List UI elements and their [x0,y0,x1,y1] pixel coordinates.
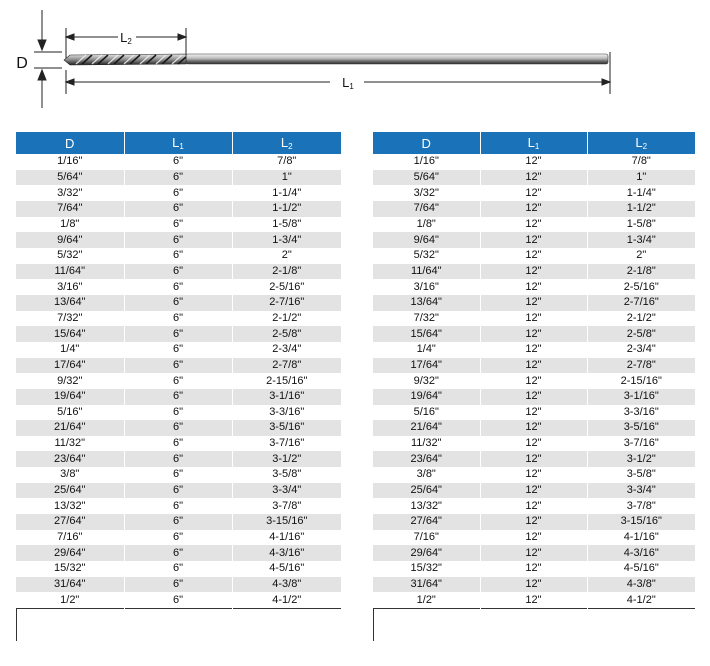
cell-overall-length: 6" [124,185,232,201]
cell-diameter: 7/32" [373,311,480,327]
cell-diameter: 15/64" [16,326,124,342]
cell-flute-length: 3-7/8" [232,498,341,514]
cell-diameter: 7/32" [16,311,124,327]
table-row [16,545,341,561]
cell-diameter: 1/2" [16,592,124,608]
cell-overall-length: 12" [480,545,587,561]
cell-diameter: 11/32" [373,436,480,452]
cell-diameter: 1/16" [16,154,124,170]
table-row [16,248,341,264]
table-row [373,561,695,577]
table-row [16,170,341,186]
table-row [373,577,695,593]
table-row [16,232,341,248]
cell-flute-length: 2-15/16" [587,373,695,389]
cell-diameter: 25/64" [373,483,480,499]
table-row [373,389,695,405]
cell-diameter: 19/64" [373,389,480,405]
cell-diameter: 13/32" [373,498,480,514]
cell-diameter: 13/32" [16,498,124,514]
table-row [16,451,341,467]
cell-flute-length: 4-5/16" [232,561,341,577]
table-header [373,132,695,154]
cell-overall-length: 12" [480,185,587,201]
table-row [16,467,341,483]
table-row [373,201,695,217]
cell-flute-length: 1-3/4" [587,232,695,248]
cell-diameter: 19/64" [16,389,124,405]
cell-flute-length: 2-1/8" [232,264,341,280]
cell-diameter: 15/32" [373,561,480,577]
cell-flute-length: 2-5/8" [232,326,341,342]
cell-overall-length: 12" [480,467,587,483]
cell-overall-length: 12" [480,530,587,546]
cell-flute-length: 7/8" [587,154,695,170]
cell-flute-length: 3-3/4" [587,483,695,499]
cell-flute-length: 3-7/16" [587,436,695,452]
table-row [373,483,695,499]
cell-overall-length: 12" [480,342,587,358]
cell-diameter: 27/64" [373,514,480,530]
cell-overall-length: 6" [124,498,232,514]
table-row [16,154,341,170]
table-row [373,154,695,170]
cell-diameter: 31/64" [16,577,124,593]
cell-flute-length: 4-3/16" [232,545,341,561]
cell-overall-length: 6" [124,577,232,593]
cell-overall-length: 12" [480,170,587,186]
cell-diameter: 15/64" [373,326,480,342]
size-table-12in [373,132,695,609]
cell-flute-length: 4-3/16" [587,545,695,561]
cell-flute-length: 4-3/8" [232,577,341,593]
table-row [373,232,695,248]
cell-diameter: 23/64" [16,451,124,467]
cell-diameter: 5/32" [16,248,124,264]
cell-flute-length: 4-5/16" [587,561,695,577]
cell-diameter: 17/64" [373,358,480,374]
cell-flute-length: 2-5/16" [587,279,695,295]
cell-diameter: 5/16" [16,405,124,421]
cell-flute-length: 1-1/2" [232,201,341,217]
cell-flute-length: 4-1/2" [587,592,695,608]
table-row [373,545,695,561]
cell-overall-length: 12" [480,217,587,233]
table-row [373,436,695,452]
cell-flute-length: 1-1/2" [587,201,695,217]
cell-flute-length: 1-3/4" [232,232,341,248]
cell-flute-length: 2" [232,248,341,264]
cell-overall-length: 12" [480,373,587,389]
cell-flute-length: 3-1/2" [232,451,341,467]
flute-length-label: L2 [120,30,132,46]
cell-diameter: 9/64" [16,232,124,248]
cell-flute-length: 1-5/8" [232,217,341,233]
cell-overall-length: 6" [124,232,232,248]
cell-diameter: 3/32" [373,185,480,201]
cell-diameter: 3/32" [16,185,124,201]
table-row [373,358,695,374]
column-header-l1: $L_1$ [480,132,587,154]
cell-overall-length: 12" [480,561,587,577]
table-row [16,342,341,358]
table-row [373,170,695,186]
cell-diameter: 7/64" [373,201,480,217]
cell-diameter: 1/4" [373,342,480,358]
table-row [373,279,695,295]
cell-flute-length: 3-15/16" [232,514,341,530]
table-row [373,498,695,514]
cell-overall-length: 6" [124,592,232,608]
cell-diameter: 7/64" [16,201,124,217]
table-row [16,577,341,593]
cell-flute-length: 3-1/2" [587,451,695,467]
cell-flute-length: 1-1/4" [232,185,341,201]
cell-diameter: 1/4" [16,342,124,358]
cell-flute-length: 7/8" [232,154,341,170]
table-row [16,217,341,233]
cell-overall-length: 12" [480,248,587,264]
cell-diameter: 11/32" [16,436,124,452]
cell-flute-length: 2-15/16" [232,373,341,389]
cell-diameter: 17/64" [16,358,124,374]
table-row [16,201,341,217]
cell-overall-length: 6" [124,248,232,264]
table-row [16,389,341,405]
cell-overall-length: 6" [124,389,232,405]
cell-overall-length: 6" [124,451,232,467]
cell-flute-length: 2-7/8" [232,358,341,374]
cell-overall-length: 6" [124,201,232,217]
column-header-d: D [16,132,124,154]
diameter-dimension [34,10,62,108]
cell-flute-length: 2-1/2" [587,311,695,327]
cell-overall-length: 6" [124,545,232,561]
cell-flute-length: 1-5/8" [587,217,695,233]
cell-overall-length: 12" [480,154,587,170]
table-row [16,514,341,530]
cell-flute-length: 4-1/2" [232,592,341,608]
size-table-6in [16,132,341,609]
column-header-d: D [373,132,480,154]
cell-overall-length: 12" [480,483,587,499]
cell-overall-length: 6" [124,530,232,546]
cell-overall-length: 6" [124,467,232,483]
overall-length-label: L1 [342,75,354,91]
cell-flute-length: 2-5/8" [587,326,695,342]
table-row [373,326,695,342]
cell-diameter: 9/32" [373,373,480,389]
table-row [16,436,341,452]
drill-bit-image [64,54,608,65]
cell-diameter: 5/16" [373,405,480,421]
cell-overall-length: 12" [480,232,587,248]
cell-overall-length: 12" [480,389,587,405]
table-row [16,561,341,577]
cell-overall-length: 6" [124,483,232,499]
table-header [16,132,341,154]
cell-flute-length: 2-3/4" [232,342,341,358]
table-row [373,185,695,201]
cell-diameter: 3/8" [16,467,124,483]
table-row [373,405,695,421]
cell-flute-length: 2-7/16" [587,295,695,311]
table-row [373,217,695,233]
cell-flute-length: 3-3/16" [587,405,695,421]
cell-diameter: 31/64" [373,577,480,593]
cell-overall-length: 12" [480,420,587,436]
cell-diameter: 27/64" [16,514,124,530]
cell-flute-length: 3-5/16" [232,420,341,436]
table-row [373,514,695,530]
cell-overall-length: 12" [480,592,587,608]
cell-overall-length: 12" [480,326,587,342]
cell-flute-length: 1-1/4" [587,185,695,201]
table-row [373,467,695,483]
cell-flute-length: 2-7/8" [587,358,695,374]
cell-overall-length: 12" [480,201,587,217]
cell-flute-length: 3-3/16" [232,405,341,421]
table-row [373,264,695,280]
cell-flute-length: 2-3/4" [587,342,695,358]
cell-diameter: 29/64" [16,545,124,561]
table-row [16,530,341,546]
cell-flute-length: 3-5/8" [587,467,695,483]
cell-overall-length: 6" [124,170,232,186]
cell-overall-length: 6" [124,217,232,233]
cell-overall-length: 12" [480,279,587,295]
table-row [16,279,341,295]
table-row [373,530,695,546]
cell-diameter: 3/16" [16,279,124,295]
cell-overall-length: 6" [124,279,232,295]
cell-overall-length: 12" [480,358,587,374]
table-row [16,311,341,327]
table-row [16,185,341,201]
diameter-label: D [16,55,28,72]
cell-overall-length: 6" [124,358,232,374]
cell-flute-length: 3-1/16" [232,389,341,405]
table-row [373,592,695,608]
table-row [16,358,341,374]
table-row [373,342,695,358]
cell-diameter: 11/64" [16,264,124,280]
table-row [16,483,341,499]
cell-overall-length: 6" [124,311,232,327]
table-row [16,295,341,311]
cell-overall-length: 6" [124,295,232,311]
cell-diameter: 5/64" [373,170,480,186]
table-row [373,295,695,311]
cell-overall-length: 6" [124,342,232,358]
cell-diameter: 3/16" [373,279,480,295]
cell-overall-length: 12" [480,498,587,514]
cell-overall-length: 6" [124,373,232,389]
table-row [373,373,695,389]
cell-overall-length: 12" [480,405,587,421]
cell-diameter: 23/64" [373,451,480,467]
cell-overall-length: 12" [480,514,587,530]
table-row [16,373,341,389]
cell-overall-length: 6" [124,420,232,436]
cell-overall-length: 6" [124,561,232,577]
cell-overall-length: 12" [480,436,587,452]
cell-diameter: 13/64" [373,295,480,311]
cell-flute-length: 1" [232,170,341,186]
cell-diameter: 29/64" [373,545,480,561]
table-row [16,405,341,421]
table-row [373,420,695,436]
cell-overall-length: 6" [124,514,232,530]
cell-flute-length: 2-7/16" [232,295,341,311]
cell-diameter: 1/8" [16,217,124,233]
cell-flute-length: 3-3/4" [232,483,341,499]
cell-flute-length: 4-3/8" [587,577,695,593]
cell-diameter: 1/2" [373,592,480,608]
column-header-l2: $L_2$ [587,132,695,154]
cell-diameter: 1/16" [373,154,480,170]
table-row [373,451,695,467]
cell-diameter: 3/8" [373,467,480,483]
drill-bit-diagram [0,0,710,120]
cell-diameter: 5/64" [16,170,124,186]
table-row [373,311,695,327]
cell-diameter: 5/32" [373,248,480,264]
cell-diameter: 7/16" [373,530,480,546]
cell-overall-length: 6" [124,326,232,342]
table-row [16,498,341,514]
cell-flute-length: 4-1/16" [587,530,695,546]
cell-flute-length: 4-1/16" [232,530,341,546]
cell-overall-length: 6" [124,264,232,280]
cell-overall-length: 12" [480,264,587,280]
column-header-l1: $L_1$ [124,132,232,154]
cell-diameter: 21/64" [16,420,124,436]
cell-diameter: 15/32" [16,561,124,577]
cell-flute-length: 3-1/16" [587,389,695,405]
column-header-l2: $L_2$ [232,132,341,154]
cell-flute-length: 3-5/8" [232,467,341,483]
cell-diameter: 9/32" [16,373,124,389]
cell-diameter: 21/64" [373,420,480,436]
table-row [373,248,695,264]
cell-diameter: 7/16" [16,530,124,546]
cell-overall-length: 12" [480,311,587,327]
cell-flute-length: 2-1/8" [587,264,695,280]
cell-diameter: 11/64" [373,264,480,280]
cell-overall-length: 12" [480,451,587,467]
table-row [16,326,341,342]
cell-flute-length: 1" [587,170,695,186]
cell-flute-length: 3-5/16" [587,420,695,436]
table-row [16,592,341,608]
cell-diameter: 13/64" [16,295,124,311]
cell-overall-length: 6" [124,154,232,170]
cell-flute-length: 3-15/16" [587,514,695,530]
cell-flute-length: 3-7/8" [587,498,695,514]
cell-diameter: 1/8" [373,217,480,233]
cell-diameter: 25/64" [16,483,124,499]
cell-flute-length: 2-1/2" [232,311,341,327]
table-row [16,264,341,280]
cell-overall-length: 12" [480,295,587,311]
cell-overall-length: 12" [480,577,587,593]
table-row [16,420,341,436]
cell-overall-length: 6" [124,436,232,452]
cell-flute-length: 2" [587,248,695,264]
cell-flute-length: 3-7/16" [232,436,341,452]
cell-overall-length: 6" [124,405,232,421]
cell-flute-length: 2-5/16" [232,279,341,295]
cell-diameter: 9/64" [373,232,480,248]
